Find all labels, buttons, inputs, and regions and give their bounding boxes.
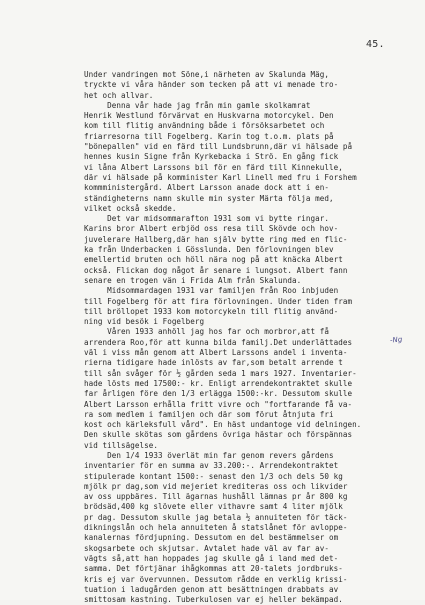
text-line: dikningslån och hela annuiteten å statslånet för avloppe- (84, 523, 348, 533)
text-line: friarresorna till Fogelberg. Karin tog t.o.m. plats på (84, 131, 334, 141)
text-line: till Fogelberg för att fira förlovningen. Under tiden fram (84, 296, 353, 306)
text-line: tryckte vi våra händer som tecken på att vi menade tro- (84, 80, 339, 90)
text-line: inventarier för en summa av 33.200:-. Arrendekontraktet (84, 461, 339, 471)
text-line: Denna vår hade jag från min gamle skolkamrat (84, 100, 311, 110)
text-line: Under vandringen mot Söne,i närheten av Skalunda Mäg, (84, 70, 329, 79)
text-line: till sån svåger för ½ gården seda 1 mars 1927. Inventarier- (84, 368, 357, 378)
text-line: vid tillsägelse. (84, 440, 158, 450)
text-line: ständigheterns namn skulle min syster Märta följa med, (84, 193, 334, 203)
text-line: vi låna Albert Larssons bil för en färd till Kinnekulle, (84, 162, 343, 172)
text-line: far årligen före den 1/3 erlägga 1500:-kr. Dessutom skulle (84, 389, 353, 399)
text-line: Det var midsommarafton 1931 som vi bytte ringar. (84, 214, 329, 224)
text-line: Henrik Westlund förvärvat en Huskvarna motorcykel. Den (84, 111, 334, 121)
handwritten-margin-note: -Ng (389, 335, 403, 345)
text-line: tuation i ladugården genom att besättningen drabbats av (84, 584, 339, 594)
text-line: "bönepallen" vid en färd till Lundsbrunn,där vi hälsade på (84, 142, 353, 152)
text-line: Karins bror Albert erbjöd oss resa till Skövde och hov- (84, 224, 339, 234)
text-line: hennes kusin Signe från Kyrkebacka i Strö. En gång fick (84, 152, 339, 162)
text-line: juvelerare Hallberg,där han själv bytte ring med en flic- (84, 234, 348, 244)
text-line: till bröllopet 1933 kom motorcykeln till flitig använd- (84, 306, 339, 316)
text-line: också. Flickan dog något år senare i lungsot. Albert fann (84, 265, 348, 275)
text-line: smittosam kastning. Tuberkulosen var ej heller bekämpad. (84, 595, 343, 605)
text-line: Våren 1933 anhöll jag hos far och morbror,att få (84, 327, 329, 337)
text-line: ka från Underbacken i Gösslunda. Den förlovningen blev (84, 245, 334, 255)
text-line: kris ej var övervunnen. Dessutom rådde en verklig krissi- (84, 574, 348, 584)
text-line: kom till flitig användning både i försöksarbetet och (84, 121, 325, 131)
text-line: skogsarbete och skjutsar. Avtalet hade väl av far av- (84, 543, 329, 553)
text-line: kommministergård. Albert Larsson anade dock att i en- (84, 183, 329, 193)
text-line: kost och kärleksfull vård". En häst undantoge vid delningen. (84, 420, 362, 430)
text-line: kanalernas fördjupning. Dessutom en del bestämmelser om (84, 533, 339, 543)
text-line: vägts så,att han hoppades jag skulle gå i land med det- (84, 553, 339, 563)
text-line: het och allvar. (84, 90, 154, 100)
text-line: där vi hälsade på komminister Karl Linell med fru i Forshem (84, 172, 357, 182)
text-line: hade lösts med 17500:- kr. Enligt arrendekontraktet skulle (84, 378, 353, 388)
text-line: emellertid bruten och höll nära nog på att knäcka Albert (84, 255, 343, 265)
text-line: Midsommardagen 1931 var familjen från Roo inbjuden (84, 286, 339, 296)
text-line: väl i viss mån genom att Albert Larssons andel i inventa- (84, 348, 348, 358)
text-line: Den skulle skötas som gårdens övriga hästar och förspännas (84, 430, 353, 440)
text-line: vilket också skedde. (84, 203, 177, 213)
text-line: pr dag. Dessutom skulle jag betala ½ annuiteten för täck- (84, 512, 348, 522)
text-line: ning vid besök i Fogelberg (84, 317, 205, 327)
text-line: mjölk pr dag,som vid mejeriet krediteras oss och likvider (84, 481, 348, 491)
text-line: stipulerade kontant 1500:- senast den 1/3 och dels 50 kg (84, 471, 343, 481)
typewritten-body-text (84, 70, 414, 605)
text-line: av oss uppbäres. Till ägarnas hushåll lämnas pr år 800 kg (84, 492, 348, 502)
text-line: brödsäd,400 kg slövete eller vithavre samt 4 liter mjölk (84, 502, 343, 512)
text-line: Den 1/4 1933 överlät min far genom revers gårdens (84, 450, 334, 460)
text-line: senare en trogen vän i Frida Alm från Skalunda. (84, 275, 302, 285)
text-line: Albert Larsson erhålla fritt vivre och "fortfarande få va- (84, 399, 353, 409)
page-number: 45. (366, 39, 385, 50)
text-line: ra som medlem i familjen och där som förut åtnjuta fri (84, 409, 334, 419)
text-line: arrendera Roo,för att kunna bilda familj.Det underlättades (84, 337, 353, 347)
text-line: rierna tidigare hade inlösts av far,som betalt arrende t (84, 358, 343, 368)
text-line: samma. Det förtjänar ihågkommas att 20-talets jordbruks- (84, 564, 343, 574)
